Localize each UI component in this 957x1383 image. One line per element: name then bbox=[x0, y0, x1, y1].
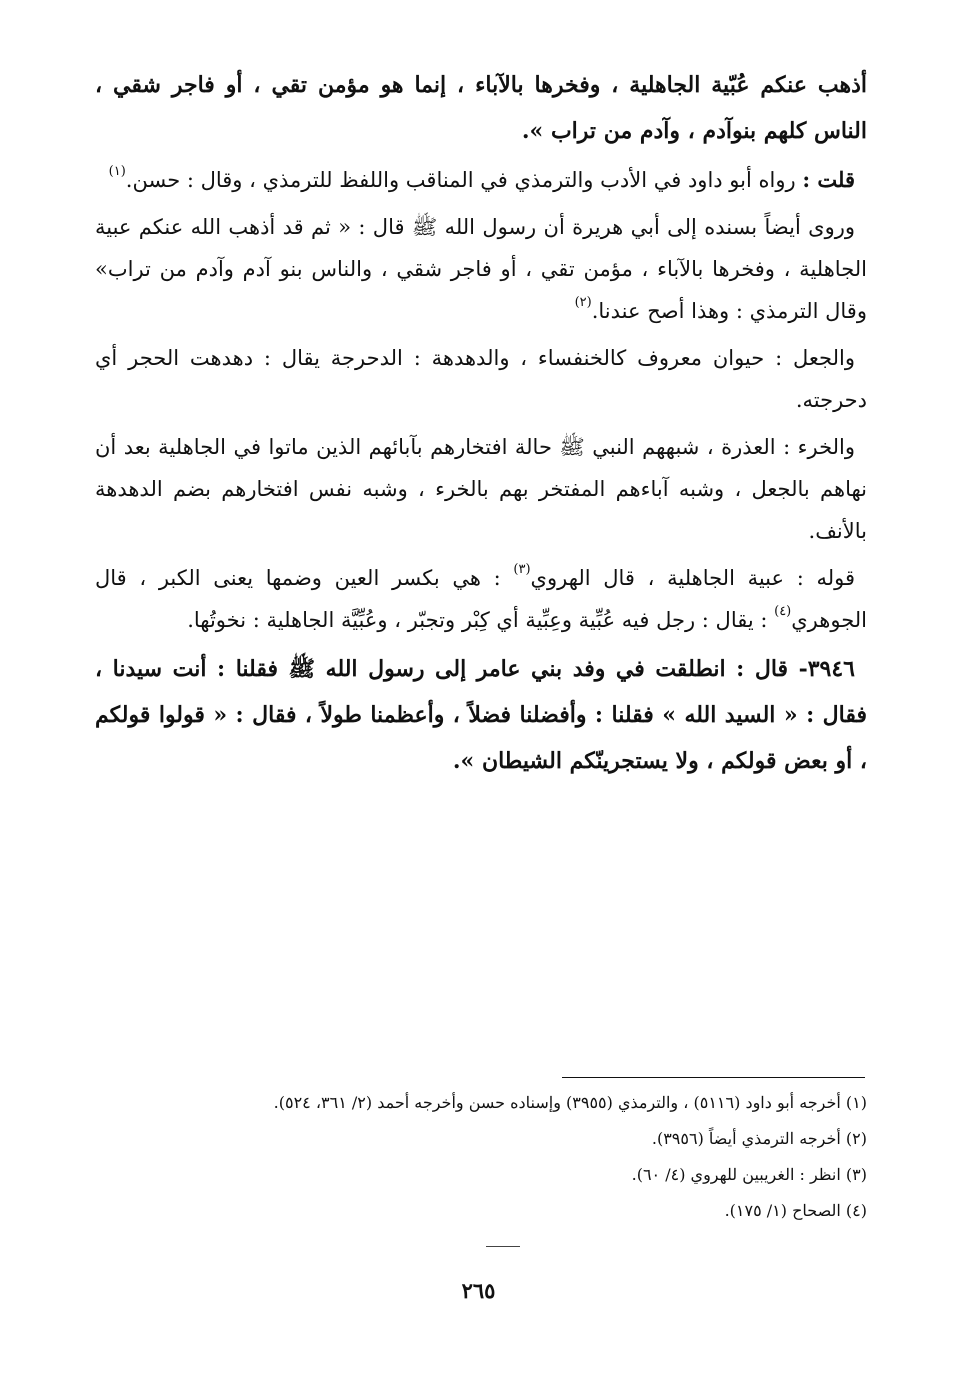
explanation-paragraph: والخرء : العذرة ، شبههم النبي ﷺ حالة افتخارهم بآبائهم الذين ماتوا في الجاهلية بعد أن نهاهم بالجعل ، وشبه آباءهم المفتخر بهم بالخرء ، وشبه نفس افتخارهم بضم الدهدهة بالأنف. bbox=[95, 435, 868, 543]
footnote-ref-1: (١) bbox=[108, 164, 126, 179]
footnote-ref-4: (٤) bbox=[774, 604, 792, 619]
ornament-dash bbox=[486, 1246, 520, 1247]
lexical-text-b: : هي بكسر العين وضمها يعنى الكبر ، قال الجوهري bbox=[95, 566, 867, 632]
lexical-paragraph bbox=[95, 557, 867, 641]
footnotes bbox=[95, 1088, 867, 1232]
footnote-4: (٤) الصحاح (١/ ١٧٥). bbox=[724, 1201, 867, 1220]
lexical-text-c: : يقال : رجل فيه عُبِّية وعِبِّية أي كِبْر وتجبّر ، وعُبِّيَّة الجاهلية : نخوتُها. bbox=[187, 608, 775, 632]
footnote-1: (١) أخرجه أبو داود (٥١١٦) ، والترمذي (٣٩٥٥) وإسناده حسن وأخرجه أحمد (٢/ ٣٦١، ٥٢٤). bbox=[273, 1093, 867, 1112]
page-number: ٢٦٥ bbox=[461, 1278, 496, 1303]
commentary-lead: قلت : bbox=[802, 167, 855, 192]
footnote-3: (٣) انظر : الغريبين للهروي (٤/ ٦٠). bbox=[631, 1165, 867, 1184]
commentary-text: رواه أبو داود في الأدب والترمذي في المناقب واللفظ للترمذي ، وقال : حسن. bbox=[125, 168, 803, 192]
lexical-text-a: قوله : عبية الجاهلية ، قال الهروي bbox=[530, 566, 855, 590]
footnote-ref-2: (٢) bbox=[574, 295, 592, 310]
narration-text: وروى أيضاً بسنده إلى أبي هريرة أن رسول الله ﷺ قال : « ثم قد أذهب الله عنكم عبية الجاهلية ، وفخرها بالآباء ، مؤمن تقي ، أو فاجر شقي ، والناس بنو آدم وآدم من تراب» وقال الترمذي : وهذا أصح عندنا. bbox=[95, 215, 867, 323]
footnote-ref-3: (٣) bbox=[513, 562, 531, 577]
main-text bbox=[95, 62, 867, 789]
footnote-2: (٢) أخرجه الترمذي أيضاً (٣٩٥٦). bbox=[651, 1129, 867, 1148]
hadith-3946: ٣٩٤٦- قال : انطلقت في وفد بني عامر إلى رسول الله ﷺ فقلنا : أنت سيدنا ، فقال : « السيد الله » فقلنا : وأفضلنا فضلاً ، وأعظمنا طولاً ، فقال : « قولوا قولكم ، أو بعض قولكم ، ولا يستجرينّكم الشيطان ». bbox=[95, 656, 867, 774]
hadith-continuation: أذهب عنكم عُبّية الجاهلية ، وفخرها بالآباء ، إنما هو مؤمن تقي ، أو فاجر شقي ، الناس كلهم بنوآدم ، وآدم من تراب ». bbox=[95, 72, 867, 144]
commentary-paragraph bbox=[95, 159, 867, 201]
narration-paragraph bbox=[95, 206, 867, 332]
footnote-separator bbox=[562, 1077, 865, 1078]
definition-paragraph: والجعل : حيوان معروف كالخنفساء ، والدهدهة : الدحرجة يقال : دهدهت الحجر أي دحرجته. bbox=[95, 346, 867, 412]
